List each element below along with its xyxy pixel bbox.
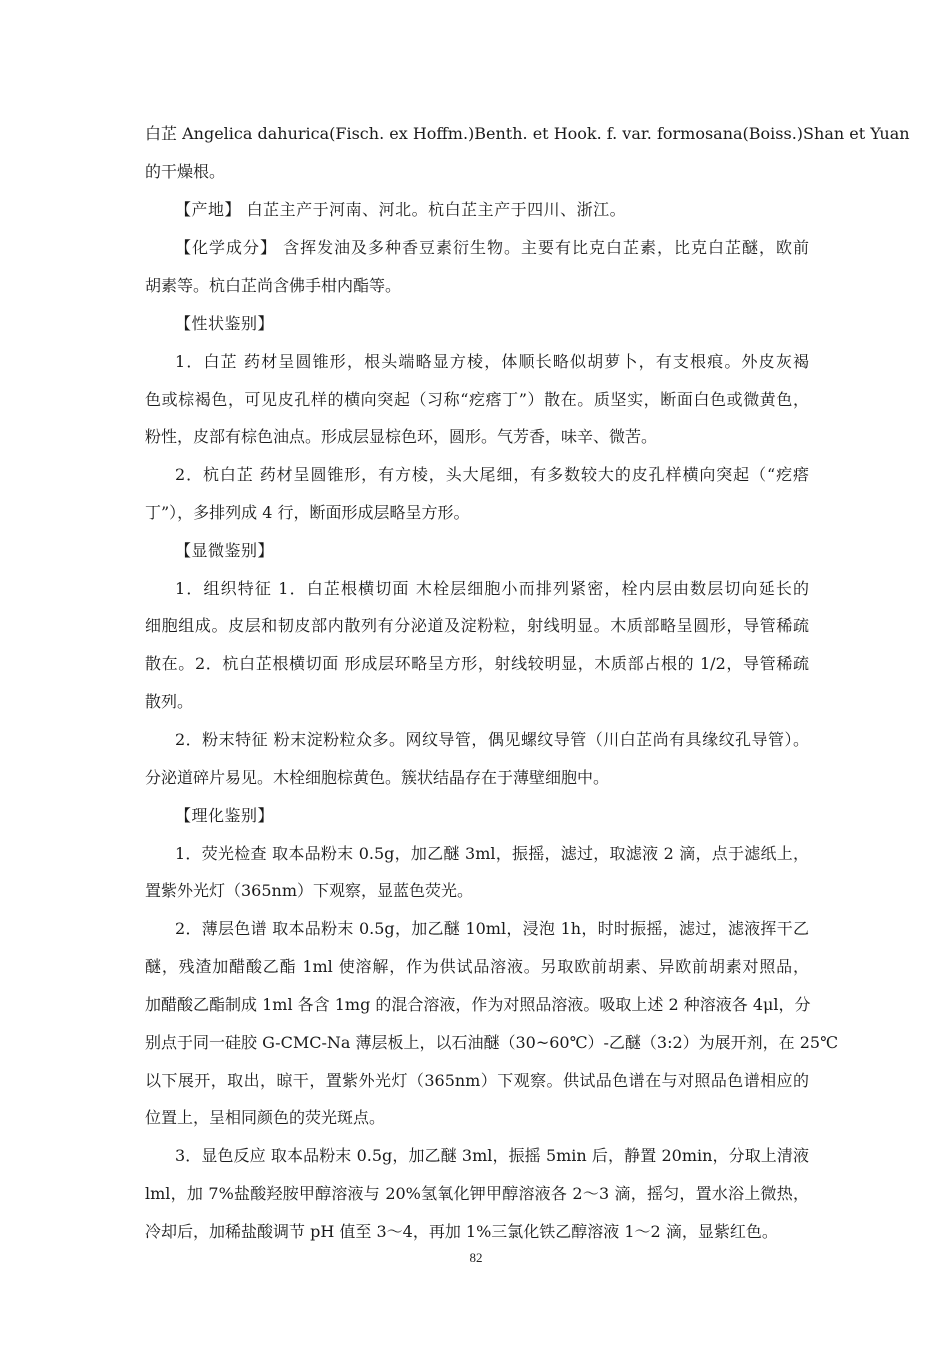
text-line: 2．杭白芷 药材呈圆锥形，有方棱，头大尾细，有多数较大的皮孔样横向突起（“疙瘩 (175, 465, 809, 484)
text-line: 1．荧光检查 取本品粉末 0.5g，加乙醚 3ml，振摇，滤过，取滤液 2 滴，点于滤纸上， (175, 844, 809, 863)
text-line: 胡素等。杭白芷尚含佛手柑内酯等。 (145, 276, 402, 295)
text-line: 2．薄层色谱 取本品粉末 0.5g，加乙醚 10ml，浸泡 1h，时时振摇，滤过，滤液挥干乙 (175, 919, 809, 938)
text-line: 3．显色反应 取本品粉末 0.5g，加乙醚 3ml，振摇 5min 后，静置 20min，分取上清液 (175, 1146, 809, 1165)
text-line: 1．白芷 药材呈圆锥形，根头端略显方棱，体顺长略似胡萝卜，有支根痕。外皮灰褐 (175, 352, 809, 371)
text-line: 醚，残渣加醋酸乙酯 1ml 使溶解，作为供试品溶液。另取欧前胡素、异欧前胡素对照品， (145, 957, 809, 976)
text-line: 2．粉末特征 粉末淀粉粒众多。网纹导管，偶见螺纹导管（川白芷尚有具缘纹孔导管）。 (175, 730, 809, 749)
text-line: 的干燥根。 (145, 162, 226, 181)
text-line: 散在。2．杭白芷根横切面 形成层环略呈方形，射线较明显，木质部占根的 1/2，导管稀疏 (145, 654, 809, 673)
page-number: 82 (469, 1250, 483, 1265)
text-line: 别点于同一硅胶 G-CMC-Na 薄层板上，以石油醚（30~60℃）-乙醚（3:2）为展开剂，在 25℃ (145, 1033, 838, 1052)
text-line: 白芷 Angelica dahurica(Fisch. ex Hoffm.)Benth. et Hook. f. var. formosana(Boiss.)Shan et Yuan (145, 124, 910, 143)
text-line: 置紫外光灯（365nm）下观察，显蓝色荧光。 (145, 881, 474, 900)
section-heading-macroscopic: 【性状鉴别】 (175, 314, 275, 333)
text-line: 散列。 (145, 692, 194, 711)
section-heading-microscopic: 【显微鉴别】 (175, 541, 275, 560)
text-line: 1．组织特征 1．白芷根横切面 木栓层细胞小而排列紧密，栓内层由数层切向延长的 (175, 579, 809, 598)
text-line: 色或棕褐色，可见皮孔样的横向突起（习称“疙瘩丁”）散在。质坚实，断面白色或微黄色， (145, 390, 809, 409)
text-line: lml，加 7%盐酸羟胺甲醇溶液与 20%氢氧化钾甲醇溶液各 2～3 滴，摇匀，置水浴上微热， (145, 1184, 809, 1203)
text-line: 以下展开，取出，晾干，置紫外光灯（365nm）下观察。供试品色谱在与对照品色谱相应的 (145, 1071, 809, 1090)
section-heading-physicochemical: 【理化鉴别】 (175, 806, 275, 825)
text-line: 细胞组成。皮层和韧皮部内散列有分泌道及淀粉粒，射线明显。木质部略呈圆形，导管稀疏 (145, 616, 809, 635)
text-line: 冷却后，加稀盐酸调节 pH 值至 3～4，再加 1%三氯化铁乙醇溶液 1～2 滴，显紫红色。 (145, 1222, 778, 1241)
section-chemical-constituents: 【化学成分】 含挥发油及多种香豆素衍生物。主要有比克白芷素，比克白芷醚，欧前 (175, 238, 809, 257)
text-line: 位置上，呈相同颜色的荧光斑点。 (145, 1108, 386, 1127)
text-line: 分泌道碎片易见。木栓细胞棕黄色。簇状结晶存在于薄壁细胞中。 (145, 768, 610, 787)
text-line: 丁”），多排列成 4 行，断面形成层略呈方形。 (145, 503, 470, 522)
text-line: 加醋酸乙酯制成 1ml 各含 1mg 的混合溶液，作为对照品溶液。吸取上述 2 种溶液各 4μl，分 (145, 995, 811, 1014)
text-line: 粉性，皮部有棕色油点。形成层显棕色环，圆形。气芳香，味辛、微苦。 (145, 427, 658, 446)
section-origin: 【产地】 白芷主产于河南、河北。杭白芷主产于四川、浙江。 (175, 200, 627, 219)
